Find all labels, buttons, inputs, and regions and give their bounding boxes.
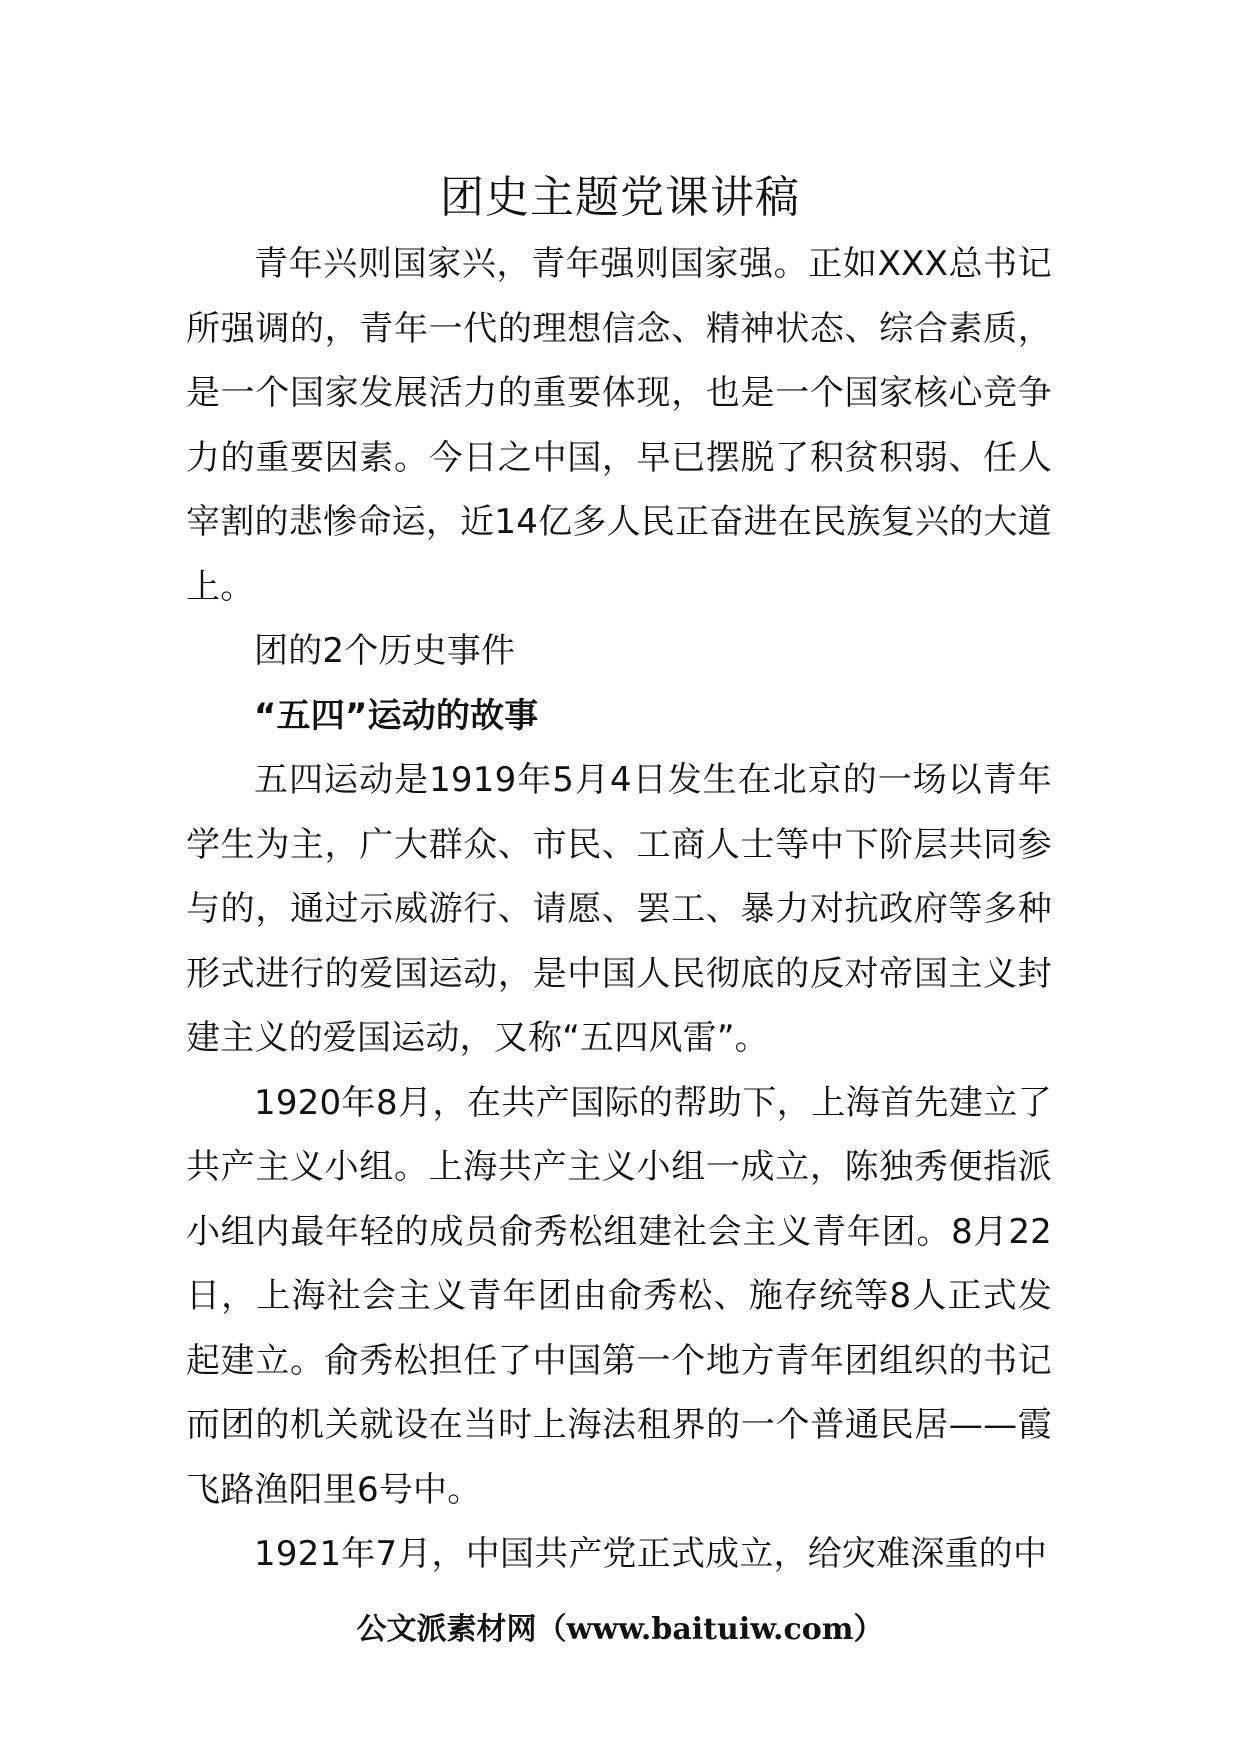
section-heading: “五四”运动的故事	[254, 695, 539, 736]
may-fourth-paragraph: 五四运动是1919年5月4日发生在北京的一场以青年学生为主，广大群众、市民、工商人士等中下阶层共同参与的，通过示威游行、请愿、罢工、暴力对抗政府等多种形式进行的爱国运动，是中国人民彻底的反对帝国主义封建主义的爱国运动，又称“五四风雷”。	[186, 760, 1052, 1058]
section-label: 团的2个历史事件	[254, 631, 516, 671]
intro-paragraph: 青年兴则国家兴，青年强则国家强。正如XXX总书记所强调的，青年一代的理想信念、精神状态、综合素质，是一个国家发展活力的重要体现，也是一个国家核心竞争力的重要因素。今日之中国，早已摆脱了积贫积弱、任人宰割的悲惨命运，近14亿多人民正奋进在民族复兴的大道上。	[186, 244, 1052, 607]
document-title: 团史主题党课讲稿	[440, 172, 800, 223]
league-founding-paragraph: 1920年8月，在共产国际的帮助下，上海首先建立了共产主义小组。上海共产主义小组一成立，陈独秀便指派小组内最年轻的成员俞秀松组建社会主义青年团。8月22日，上海社会主义青年团由俞秀松、施存统等8人正式发起建立。俞秀松担任了中国第一个地方青年团组织的书记而团的机关就设在当时上海法租界的一个普通民居——霞飞路渔阳里6号中。	[186, 1082, 1052, 1510]
party-founding-paragraph: 1921年7月，中国共产党正式成立，给灾难深重的中	[254, 1534, 1048, 1574]
footer-watermark: 公文派素材网（www.baituiw.com）	[356, 1612, 884, 1647]
document-body	[186, 232, 1052, 1587]
